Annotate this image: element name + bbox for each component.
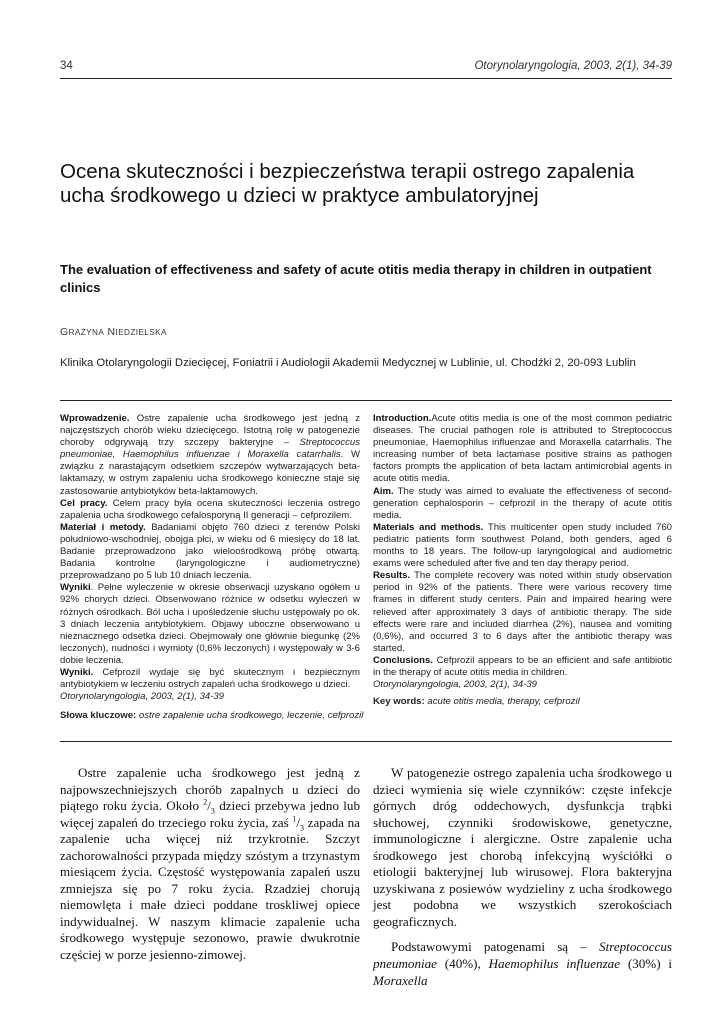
body-right-column (373, 765, 672, 989)
abstract-pl-citation: Otorynolaryngologia, 2003, 2(1), 34-39 (60, 691, 224, 703)
abstract-pl-methods: Materiał i metody. Badaniami objęto 760 dzieci z terenów Polski południowo-wschodniej, obojga płci, w wieku od 6 miesięcy do 18 lat. Badanie przeprowadzono jako wieloośrodkową próbę otwartą. Badania kontrolne (laryngologiczne i audiometryczne) przeprowadzano po 5 lub 10 dniach leczenia. (60, 521, 360, 582)
body-paragraph: Ostre zapalenie ucha środkowego jest jedną z najpowszechniejszych chorób zapalnych u dzieci do piątego roku życia. Około $^2/_3$ dzieci przebywa jedno lub więcej zapaleń do trzeciego roku życia, zaś $^1/_3$ zapada na zapalenie ucha więcej niż trzykrotnie. Szczyt zachorowalności przypada między szóstym a trzynastym miesiącem życia. Częstość występowania zapaleń uszu zmniejsza się po 7 roku życia. Rzadziej chorują niemowlęta i małe dzieci poddane troskliwej opiece indywidualnej. W naszym klimacie zapalenie ucha środkowego występuje sezonowo, prawie dwukrotnie częściej w porze jesienno-zimowej. (60, 765, 360, 963)
abstract-pl-results: Wyniki. Pełne wyleczenie w okresie obserwacji uzyskano ogółem u 92% chorych dzieci. Obserwowano różnice w odsetku wyleczeń w różnych ośrodkach. Ból ucha i upośledzenie słuchu ustępowały po ok. 3 dniach leczenia antybiotykiem. Objawy uboczne obserwowano u nieznacznego odsetka dzieci. Obejmowały one głównie biegunkę (2% leczonych), nudności i wymioty (0,6% leczonych) i występowały w 3-6 dobie leczenia. (60, 582, 360, 666)
abstract-top-rule (60, 400, 672, 401)
abstract-en-intro: Introduction.Acute otitis media is one of the most common pediatric diseases. The crucial pathogen role is attributed to Streptococcus pneumoniae, Haemophilus influenzae and Moraxella catarrhalis. The increasing number of beta lactamase positive strains as pathogen factors prompts the application of beta lactam antimicrobial agents in acute otitis media. (373, 413, 672, 485)
author-name: GRAŻYNA NIEDZIELSKA (60, 326, 167, 338)
abstract-pl-conclusions: Wyniki. Cefprozil wydaje się być skutecznym i bezpiecznym antybiotykiem w leczeniu ostrych zapaleń ucha środkowego u dzieci. (60, 666, 360, 691)
abstract-en-methods: Materials and methods. This multicenter open study included 760 pediatric patients form southwest Poland, both genders, aged 6 months to 18 years. The follow-up laryngological and audiometric exams were scheduled after five and ten day therapy period. (373, 521, 672, 570)
abstract-en-citation: Otorynolaryngologia, 2003, 2(1), 34-39 (373, 679, 537, 691)
article-title-en: The evaluation of effectiveness and safety of acute otitis media therapy in children in outpatient clinics (60, 262, 652, 295)
affiliation: Klinika Otolaryngologii Dziecięcej, Foniatrii i Audiologii Akademii Medycznej w Lublinie, ul. Chodźki 2, 20-093 Lublin (60, 357, 636, 369)
abstract-pl-intro: Wprowadzenie. Ostre zapalenie ucha środkowego jest jedną z najczęstszych chorób wieku dziecięcego. Istotną rolę w patogenezie choroby odgrywają trzy szczepy bakteryjne – Streptococcus pneumoniae, Haemophilus influenzae i Moraxella catarrhalis. W związku z narastającym odsetkiem szczepów wytwarzających beta-laktamazy, w ostrym zapaleniu ucha środkowego konieczne staje się zastosowanie antybiotyków beta-laktamowych. (60, 413, 360, 497)
abstract-pl-aim: Cel pracy. Celem pracy była ocena skuteczności leczenia ostrego zapalenia ucha środkowego cefalosporyną II generacji – cefprozilem. (60, 497, 360, 521)
body-paragraph: W patogenezie ostrego zapalenia ucha środkowego u dzieci wymienia się wiele czynników: częste infekcje górnych dróg oddechowych, dysfunkcja trąbki słuchowej, czynniki środowiskowe, genetyczne, immunologiczne i alergiczne. Ostre zapalenie ucha środkowego jest chorobą infekcyjną wyściółki o etiologii bakteryjnej lub wirusowej. Flora bakteryjna uzyskiwana z posiewów wydzieliny z ucha środkowego jest podobna we wszystkich szerokościach geograficznych. (373, 765, 672, 929)
abstract-en-results: Results. The complete recovery was noted within study observation period in 92% of the patients. There were various recovery time frames in different study centers. Pain and impaired hearing were relieved after approximately 3 days of antibiotic therapy. The side effects were rare and included diarrhea (2%), nausea and vomiting (0,6%), and occurred 3 to 6 days after the antibiotic therapy was started. (373, 570, 672, 654)
article-title-pl: Ocena skuteczności i bezpieczeństwa terapii ostrego zapalenia ucha środkowego u dzieci w praktyce ambulatoryjnej (60, 160, 635, 207)
page-number: 34 (60, 60, 73, 72)
body-paragraph: Podstawowymi patogenami są – Streptococcus pneumoniae (40%), Haemophilus influenzae (30%) i Moraxella (373, 939, 672, 988)
abstract-pl (60, 413, 360, 703)
abstract-en-aim: Aim. The study was aimed to evaluate the effectiveness of second-generation cephalosporin – cefprozil in the therapy of acute otitis media. (373, 485, 672, 521)
keywords-en: Key words: acute otitis media, therapy, cefprozil (373, 696, 580, 707)
abstract-en-conclusions: Conclusions. Cefprozil appears to be an efficient and safe antibiotic in the therapy of acute otitis media in children. (373, 654, 672, 678)
abstract-bottom-rule (60, 741, 672, 742)
body-left-column (60, 765, 360, 964)
abstract-en (373, 413, 672, 691)
journal-reference: Otorynolaryngologia, 2003, 2(1), 34-39 (474, 60, 672, 72)
keywords-pl: Słowa kluczowe: ostre zapalenie ucha środkowego, leczenie, cefprozil (60, 710, 364, 721)
header-rule (60, 78, 672, 79)
